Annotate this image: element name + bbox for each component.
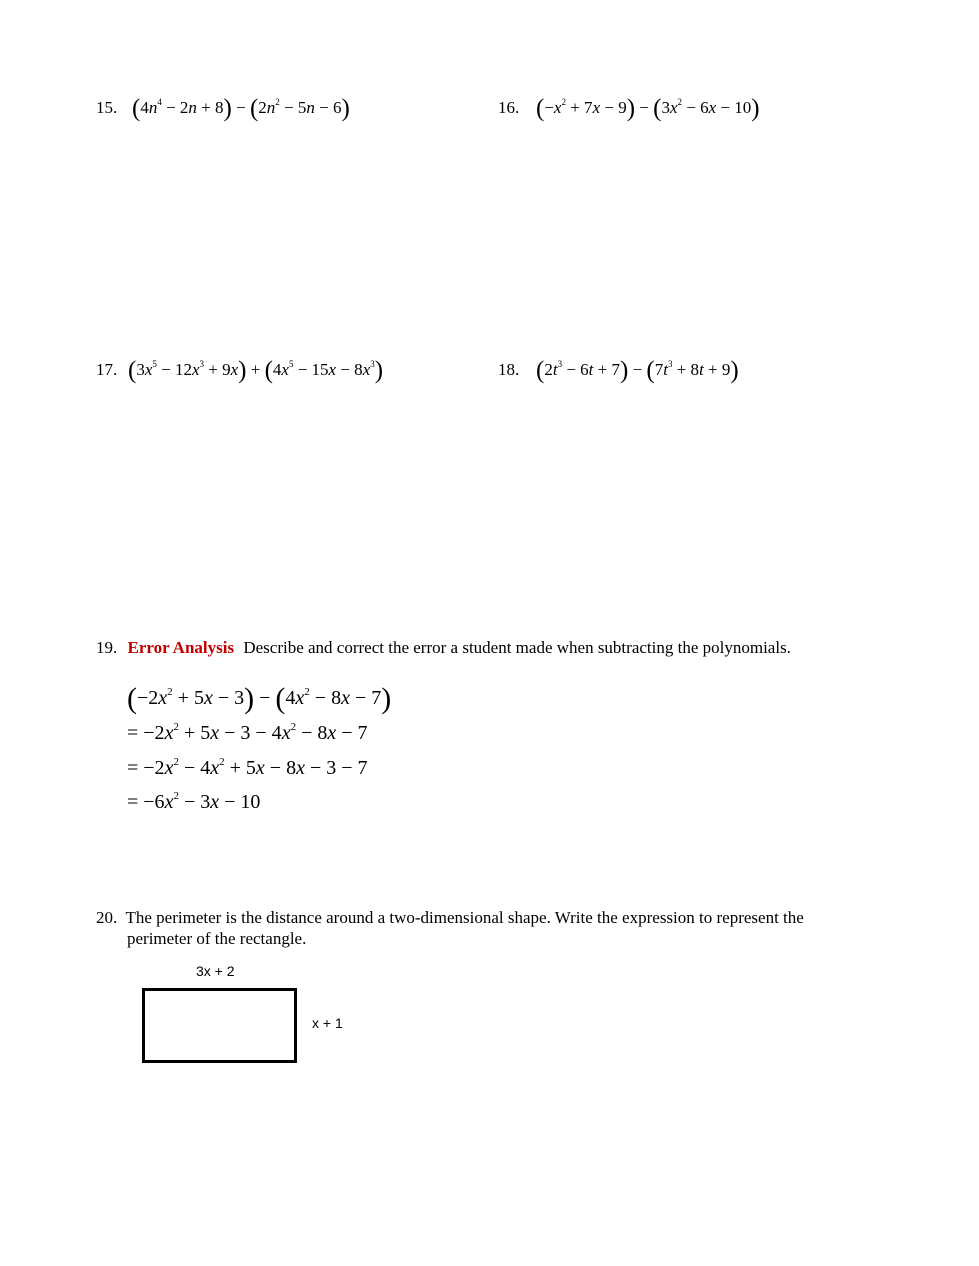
math-expression: $(3x^5 - 12x^3 + 9x) + (4x^5 - 15x - 8x^3)$ xyxy=(128,357,384,384)
problem-17 xyxy=(96,357,384,384)
problem-prompt: Describe and correct the error a student made when subtracting the polynomials. xyxy=(243,638,791,657)
student-work-line-3: = $-2x^2 - 4x^2 + 5x - 8x - 3 - 7$ xyxy=(127,756,368,779)
problem-number: 16. xyxy=(498,98,520,117)
problem-18 xyxy=(498,357,739,384)
problem-16 xyxy=(498,95,760,122)
problem-prompt-line-2: perimeter of the rectangle. xyxy=(127,929,307,948)
rectangle xyxy=(142,988,297,1063)
math-expression: $(2t^3 - 6t + 7) - (7t^3 + 8t + 9)$ xyxy=(536,357,739,384)
error-analysis-heading: Error Analysis xyxy=(127,638,235,657)
problem-15 xyxy=(96,95,350,122)
rectangle-height-label: x + 1 xyxy=(312,1015,343,1031)
rectangle-width-label: 3x + 2 xyxy=(196,963,235,979)
problem-19-header xyxy=(96,637,791,658)
student-work-line-2: = $-2x^2 + 5x - 3 - 4x^2 - 8x - 7$ xyxy=(127,721,368,744)
problem-prompt-line-1: The perimeter is the distance around a two-dimensional shape. Write the expression to represent the xyxy=(125,908,804,927)
problem-number: 20. xyxy=(96,908,118,927)
math-expression: $(4n^4 - 2n + 8) - (2n^2 - 5n - 6)$ xyxy=(132,95,350,122)
problem-number: 17. xyxy=(96,360,118,379)
problem-20 xyxy=(96,907,896,949)
problem-number: 15. xyxy=(96,98,118,117)
student-work-line-1: $(-2x^2 + 5x - 3) - (4x^2 - 8x - 7)$ xyxy=(127,682,392,715)
math-expression: $(-x^2 + 7x - 9) - (3x^2 - 6x - 10)$ xyxy=(536,95,760,122)
problem-number: 19. xyxy=(96,638,118,657)
student-work-line-4: = $-6x^2 - 3x - 10$ xyxy=(127,790,261,813)
problem-number: 18. xyxy=(498,360,520,379)
